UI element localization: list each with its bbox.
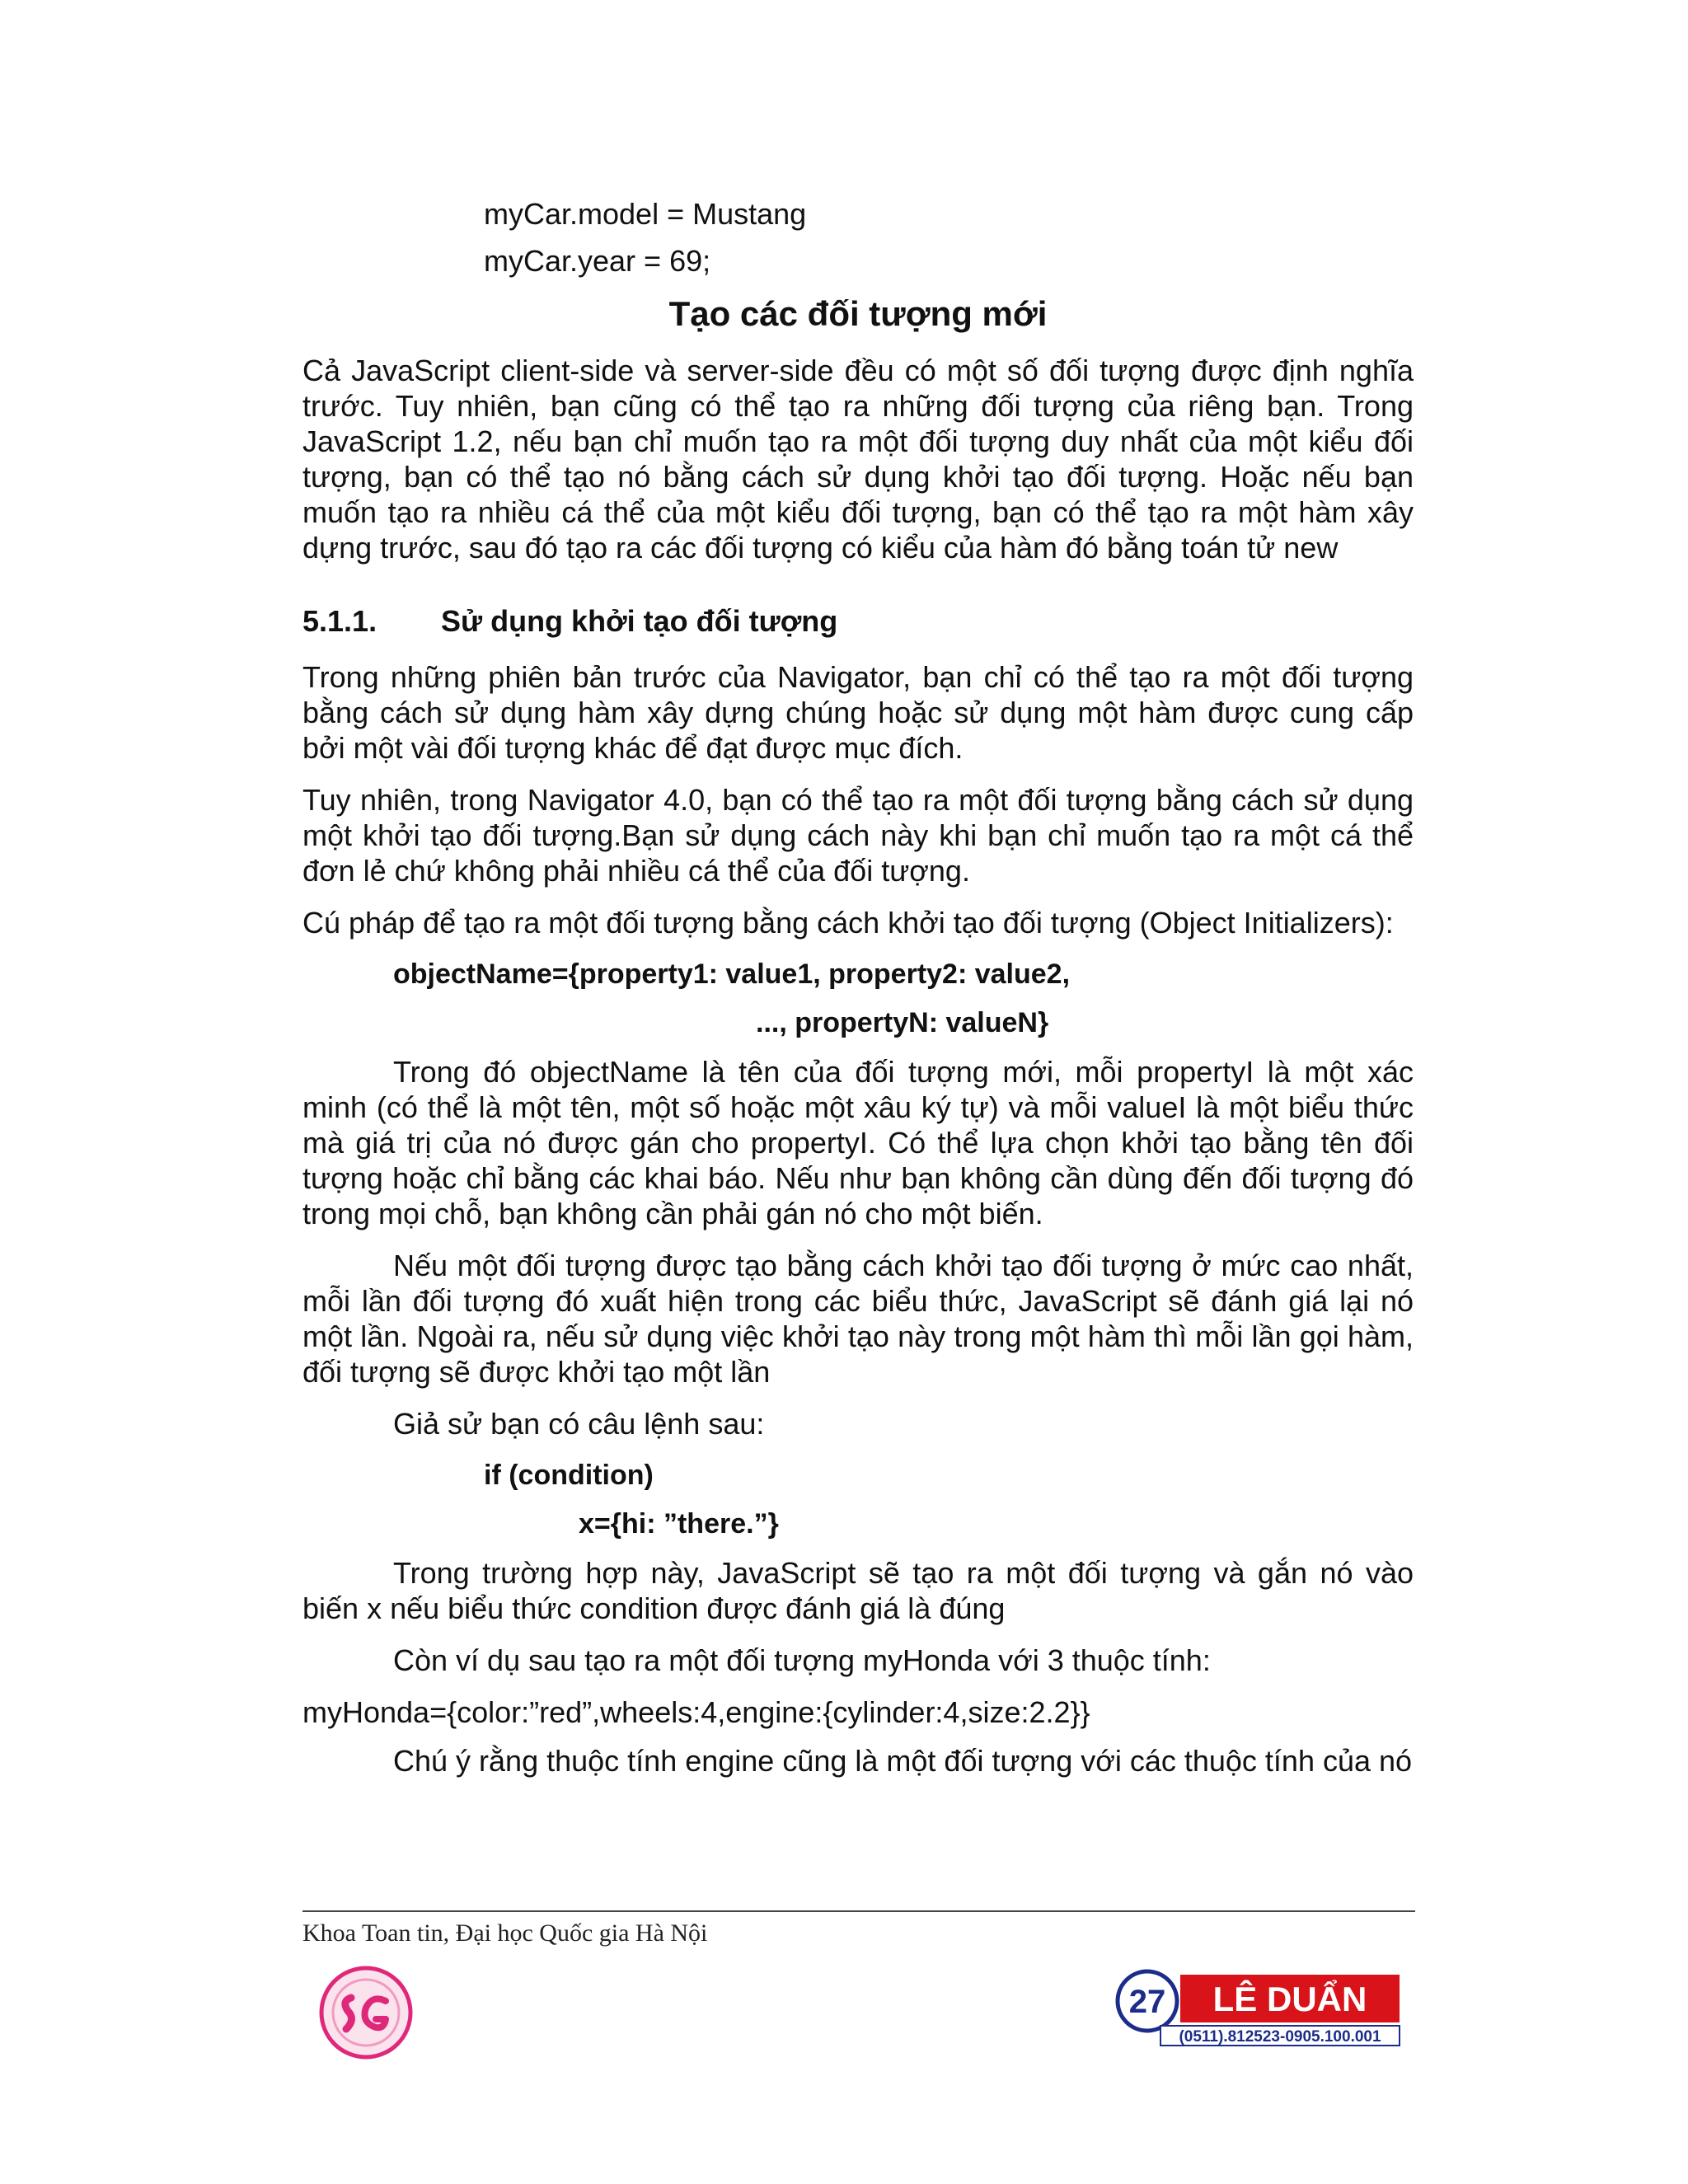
subsection-title: Sử dụng khởi tạo đối tượng: [441, 604, 838, 638]
syntax-line-2: ..., propertyN: valueN}: [756, 1007, 1049, 1038]
paragraph-4: Trong đó objectName là tên của đối tượng mới, mỗi propertyI là một xác minh (có thể là một tên, một số hoặc một xâu ký tự) và mỗi valueI là một biểu thức mà giá trị của nó được gán cho propertyI. Có thể lựa chọn khởi tạo bằng tên đối tượng hoặc chỉ bằng các khai báo. Nếu như bạn không cần dùng đến đối tượng đó trong mọi chỗ, bạn không cần phải gán nó cho một biến.: [302, 1055, 1414, 1230]
logo-phone: (0511).812523-0905.100.001: [1179, 2028, 1381, 2046]
le-duan-logo: [1114, 1968, 1403, 2050]
paragraph-3: Cú pháp để tạo ra một đối tượng bằng cách khởi tạo đối tượng (Object Initializers):: [302, 906, 1394, 940]
footer-text: Khoa Toan tin, Đại học Quốc gia Hà Nội: [302, 1919, 708, 1947]
paragraph-5: Nếu một đối tượng được tạo bằng cách khởi tạo đối tượng ở mức cao nhất, mỗi lần đối tượng đó xuất hiện trong các biểu thức, JavaScript sẽ đánh giá lại nó một lần. Ngoài ra, nếu sử dụng việc khởi tạo này trong một hàm thì mỗi lần gọi hàm, đối tượng sẽ được khởi tạo một lần: [302, 1249, 1414, 1389]
logo-name: LÊ DUẨN: [1212, 1980, 1367, 2018]
code-line-year: myCar.year = 69;: [484, 244, 711, 278]
logo-number: 27: [1128, 1984, 1166, 2020]
sg-logo-icon: [318, 1965, 414, 2060]
page-content: [302, 196, 1414, 1795]
subsection-number: 5.1.1.: [302, 604, 377, 638]
paragraph-2: Tuy nhiên, trong Navigator 4.0, bạn có thể tạo ra một đối tượng bằng cách sử dụng một khởi tạo đối tượng.Bạn sử dụng cách này khi bạn chỉ muốn tạo ra một cá thể đơn lẻ chứ không phải nhiều cá thể của đối tượng.: [302, 783, 1414, 888]
footer-divider: [302, 1910, 1415, 1912]
paragraph-6: Giả sử bạn có câu lệnh sau:: [393, 1407, 765, 1441]
paragraph-9: Chú ý rằng thuộc tính engine cũng là một đối tượng với các thuộc tính của nó: [393, 1744, 1413, 1778]
paragraph-8: Còn ví dụ sau tạo ra một đối tượng myHonda với 3 thuộc tính:: [393, 1643, 1211, 1677]
section-heading: Tạo các đối tượng mới: [668, 294, 1048, 333]
paragraph-7: Trong trường hợp này, JavaScript sẽ tạo ra một đối tượng và gắn nó vào biến x nếu biểu thức condition được đánh giá là đúng: [302, 1556, 1414, 1625]
code-line-model: myCar.model = Mustang: [484, 197, 807, 231]
intro-paragraph: Cả JavaScript client-side và server-side đều có một số đối tượng được định nghĩa trước. Tuy nhiên, bạn cũng có thể tạo ra những đối tượng của riêng bạn. Trong JavaScript 1.2, nếu bạn chỉ muốn tạo ra một đối tượng duy nhất của một kiểu đối tượng, bạn có thể tạo nó bằng cách sử dụng khởi tạo đối tượng. Hoặc nếu bạn muốn tạo ra nhiều cá thể của một kiểu đối tượng, bạn có thể tạo ra một hàm xây dựng trước, sau đó tạo ra các đối tượng có kiểu của hàm đó bằng toán tử new: [302, 354, 1414, 565]
code-if-line: if (condition): [484, 1460, 654, 1491]
syntax-line-1: objectName={property1: value1, property2: value2,: [393, 958, 1071, 990]
code-honda-line: myHonda={color:”red”,wheels:4,engine:{cylinder:4,size:2.2}}: [302, 1695, 1090, 1729]
code-x-line: x={hi: ”there.”}: [579, 1508, 779, 1540]
subsection-heading: [302, 603, 1414, 640]
paragraph-1: Trong những phiên bản trước của Navigator, bạn chỉ có thể tạo ra một đối tượng bằng cách sử dụng hàm xây dựng chúng hoặc sử dụng một hàm được cung cấp bởi một vài đối tượng khác để đạt được mục đích.: [302, 660, 1414, 765]
